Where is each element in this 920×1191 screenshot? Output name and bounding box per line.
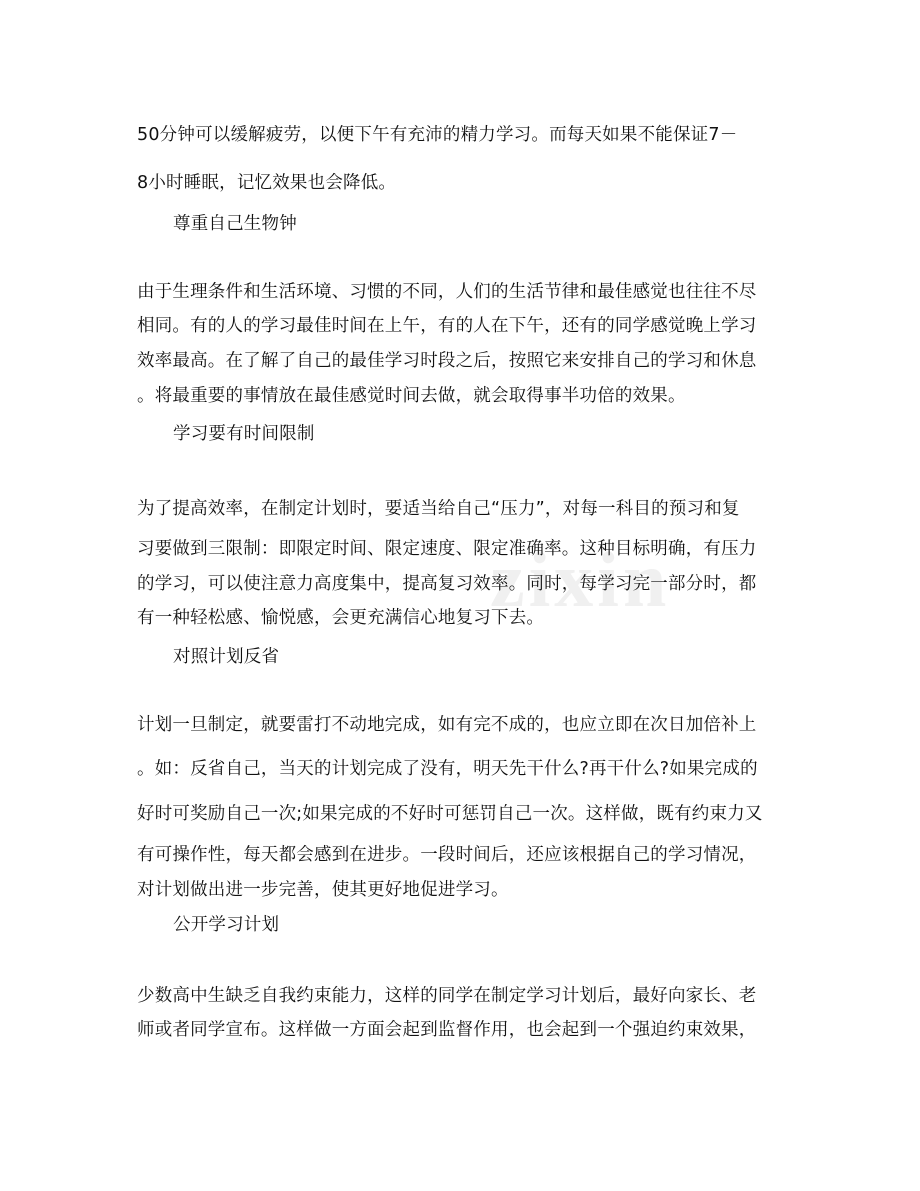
section-heading: 尊重自己生物钟	[173, 214, 297, 234]
paragraph-line: 有一种轻松感、愉悦感，会更充满信心地复习下去。	[137, 608, 545, 628]
section-heading: 公开学习计划	[173, 915, 280, 935]
paragraph-line: 。如：反省自己，当天的计划完成了没有，明天先干什么?再干什么?如果完成的	[137, 759, 758, 779]
paragraph-line: 相同。有的人的学习最佳时间在上午，有的人在下午，还有的同学感觉晚上学习	[137, 316, 757, 336]
paragraph-line: 为了提高效率，在制定计划时，要适当给自己“压力”，对每一科目的预习和复	[137, 499, 740, 519]
paragraph-line: 少数高中生缺乏自我约束能力，这样的同学在制定学习计划后，最好向家长、老	[137, 986, 757, 1006]
paragraph-line: 好时可奖励自己一次;如果完成的不好时可惩罚自己一次。这样做，既有约束力又	[137, 804, 763, 824]
paragraph-line: 的学习，可以使注意力高度集中，提高复习效率。同时，每学习完一部分时，都	[137, 574, 757, 594]
watermark: zixin	[490, 536, 671, 623]
paragraph-line: 习要做到三限制：即限定时间、限定速度、限定准确率。这种目标明确，有压力	[137, 539, 757, 559]
paragraph-line: 。将最重要的事情放在最佳感觉时间去做，就会取得事半功倍的效果。	[137, 386, 686, 406]
paragraph-line: 师或者同学宣布。这样做一方面会起到监督作用，也会起到一个强迫约束效果，	[137, 1020, 757, 1040]
section-heading: 学习要有时间限制	[173, 424, 315, 444]
section-heading: 对照计划反省	[173, 647, 280, 667]
paragraph-line: 8小时睡眠，记忆效果也会降低。	[137, 173, 397, 193]
paragraph-line: 50分钟可以缓解疲劳，以便下午有充沛的精力学习。而每天如果不能保证7－	[137, 125, 738, 145]
paragraph-line: 有可操作性，每天都会感到在进步。一段时间后，还应该根据自己的学习情况，	[137, 845, 757, 865]
paragraph-line: 对计划做出进一步完善，使其更好地促进学习。	[137, 880, 509, 900]
paragraph-line: 由于生理条件和生活环境、习惯的不同，人们的生活节律和最佳感觉也往往不尽	[137, 282, 757, 302]
paragraph-line: 计划一旦制定，就要雷打不动地完成，如有完不成的，也应立即在次日加倍补上	[137, 715, 757, 735]
paragraph-line: 效率最高。在了解了自己的最佳学习时段之后，按照它来安排自己的学习和休息	[137, 351, 757, 371]
